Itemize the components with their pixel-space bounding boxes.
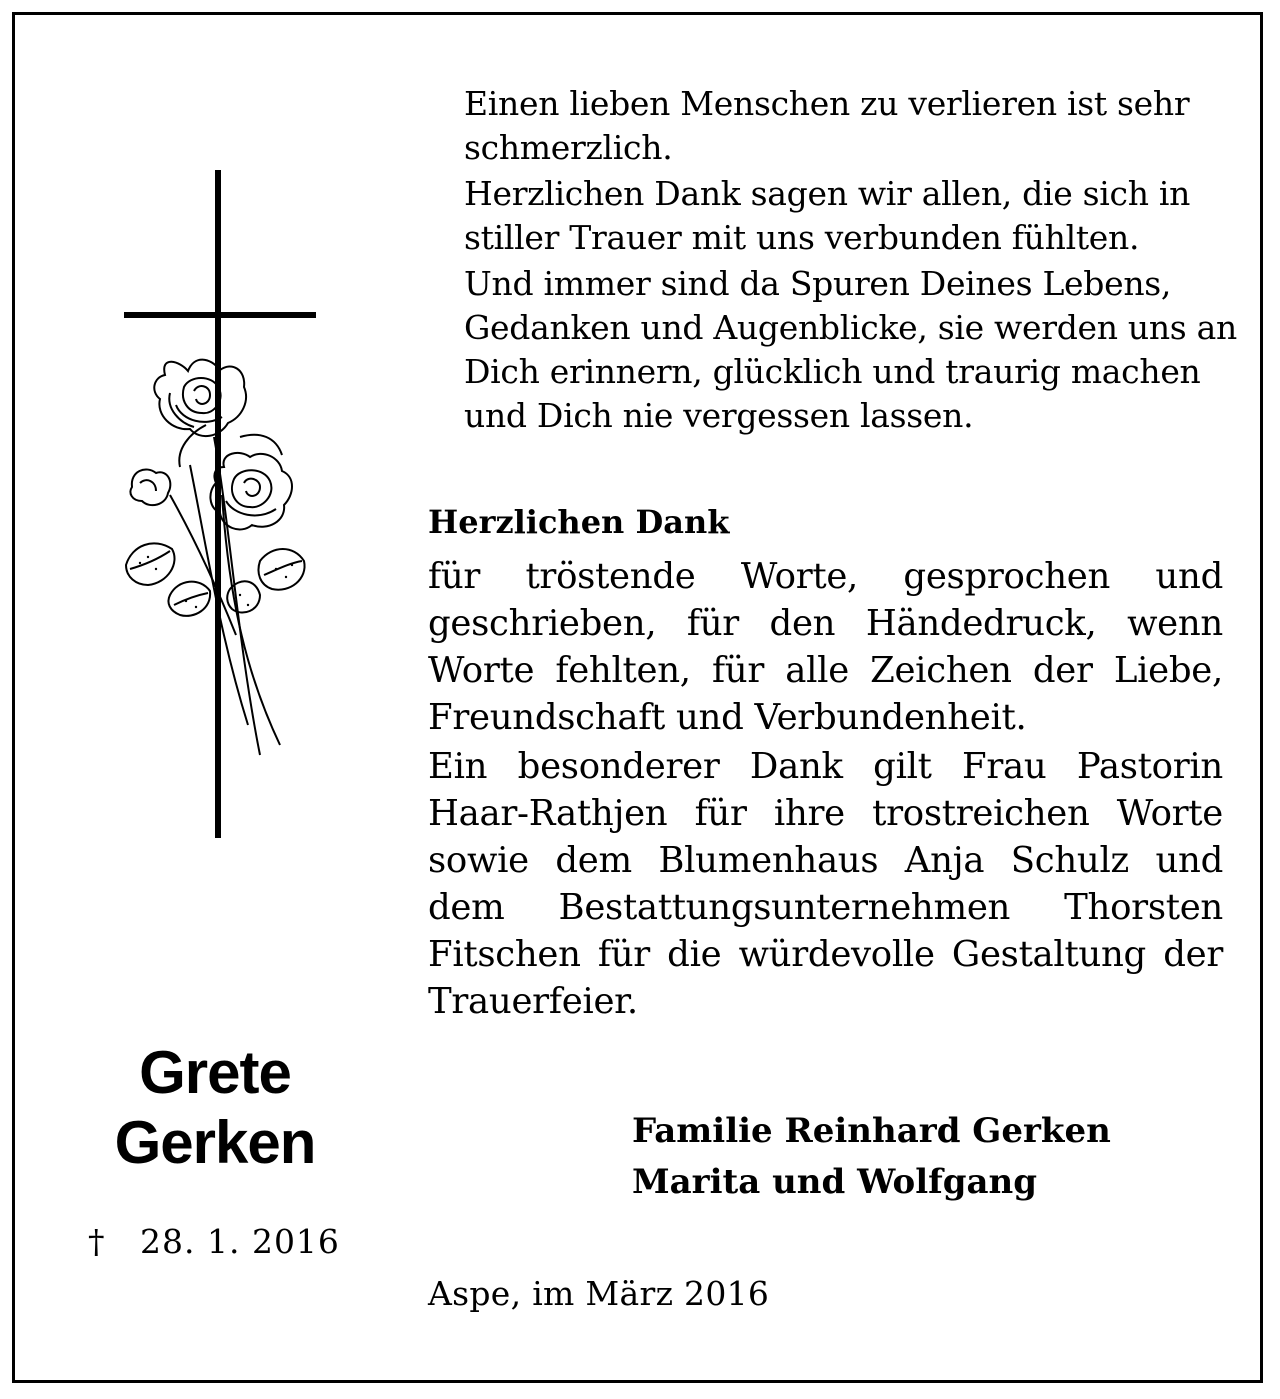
deceased-first-name: Grete (139, 1039, 291, 1106)
quote-paragraph: Einen lieben Menschen zu verlieren ist sehr schmerzlich. (464, 84, 1190, 167)
dagger-icon: † (88, 1222, 106, 1261)
deceased-name (60, 1038, 370, 1178)
quote-paragraph: Und immer sind da Spuren Deines Lebens, Gedanken und Augenblicke, sie werden uns an Dich erinnern, glücklich und traurig machen und Dich nie vergessen lassen. (464, 264, 1237, 435)
death-date-line (88, 1220, 340, 1264)
death-date: 28. 1. 2016 (140, 1222, 340, 1261)
thanks-heading: Herzlichen Dank (428, 503, 730, 541)
signature-block (632, 1106, 1111, 1208)
signature-line: Marita und Wolfgang (632, 1162, 1038, 1202)
quote-paragraph: Herzlichen Dank sagen wir allen, die sich in stiller Trauer mit uns verbunden fühlten. (464, 174, 1191, 257)
thanks-paragraph: Ein besonderer Dank gilt Frau Pastorin Haar-Rathjen für ihre trostreichen Worte sowie dem Blumenhaus Anja Schulz und dem Bestattungsunternehmen Thorsten Fitschen für die würdevolle Gestaltung der Trauerfeier. (428, 746, 1223, 1022)
thanks-paragraph: für tröstende Worte, gesprochen und geschrieben, für den Händedruck, wenn Worte fehlten, für alle Zeichen der Liebe, Freundschaft und Verbundenheit. (428, 556, 1223, 738)
cross-with-roses-icon (110, 165, 330, 845)
place-date: Aspe, im März 2016 (428, 1274, 770, 1313)
deceased-last-name: Gerken (114, 1109, 316, 1176)
thanks-body (428, 553, 1223, 1027)
opening-quote (464, 82, 1239, 440)
signature-line: Familie Reinhard Gerken (632, 1111, 1111, 1151)
